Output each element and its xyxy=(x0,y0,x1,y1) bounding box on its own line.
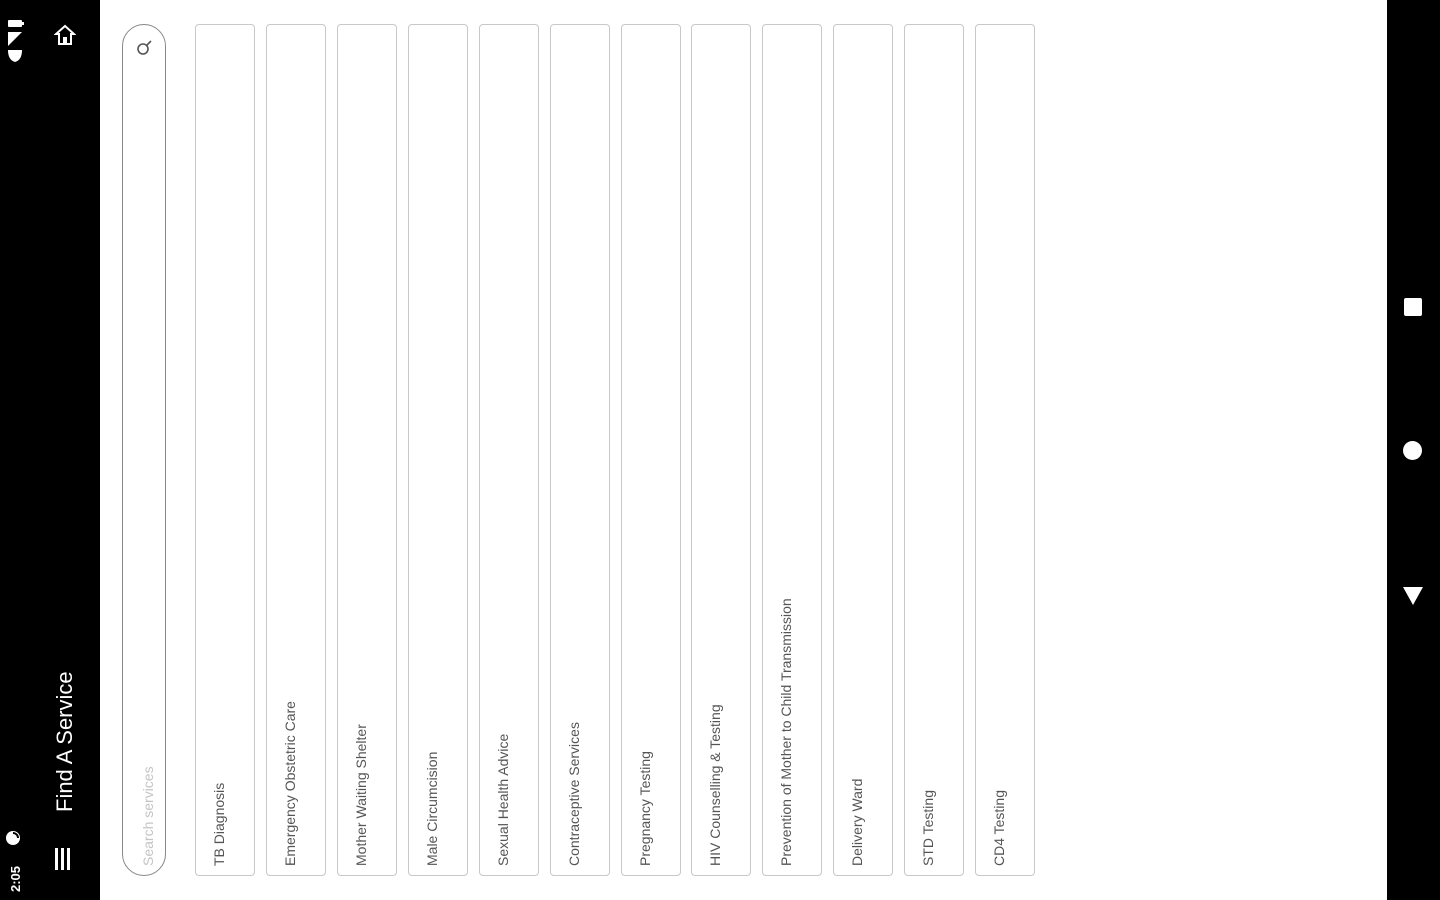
service-item-label: Contraceptive Services xyxy=(566,722,582,866)
service-item-label: Sexual Health Advice xyxy=(495,733,511,866)
service-item-label: Male Circumcision xyxy=(424,751,440,866)
service-item-label: Mother Waiting Shelter xyxy=(353,724,369,866)
app-toolbar xyxy=(0,0,100,900)
page-title: Find A Service xyxy=(52,671,77,812)
menu-icon[interactable] xyxy=(55,848,71,870)
service-item[interactable] xyxy=(904,24,964,876)
home-icon[interactable] xyxy=(54,24,76,46)
service-item[interactable] xyxy=(408,24,468,876)
service-item[interactable] xyxy=(833,24,893,876)
wifi-icon xyxy=(6,18,26,62)
recents-icon[interactable] xyxy=(1404,298,1422,316)
status-time: 2:05 xyxy=(8,865,23,892)
service-item[interactable] xyxy=(975,24,1035,876)
service-item[interactable] xyxy=(621,24,681,876)
search-placeholder: Search services xyxy=(140,766,156,866)
service-item-label: Emergency Obstetric Care xyxy=(282,701,298,866)
service-item-label: STD Testing xyxy=(920,790,936,866)
service-item-label: Pregnancy Testing xyxy=(637,751,653,866)
service-item-label: HIV Counselling & Testing xyxy=(707,704,723,866)
service-item[interactable] xyxy=(195,24,255,876)
service-item-label: Prevention of Mother to Child Transmission xyxy=(778,598,794,866)
search-input[interactable] xyxy=(122,24,166,876)
back-icon[interactable] xyxy=(1402,586,1424,606)
service-item-label: TB Diagnosis xyxy=(211,782,227,866)
search-icon[interactable] xyxy=(134,38,154,58)
sync-icon xyxy=(5,830,21,846)
home-nav-icon[interactable] xyxy=(1403,441,1422,460)
service-item-label: Delivery Ward xyxy=(849,778,865,866)
service-item-label: CD4 Testing xyxy=(991,789,1007,866)
